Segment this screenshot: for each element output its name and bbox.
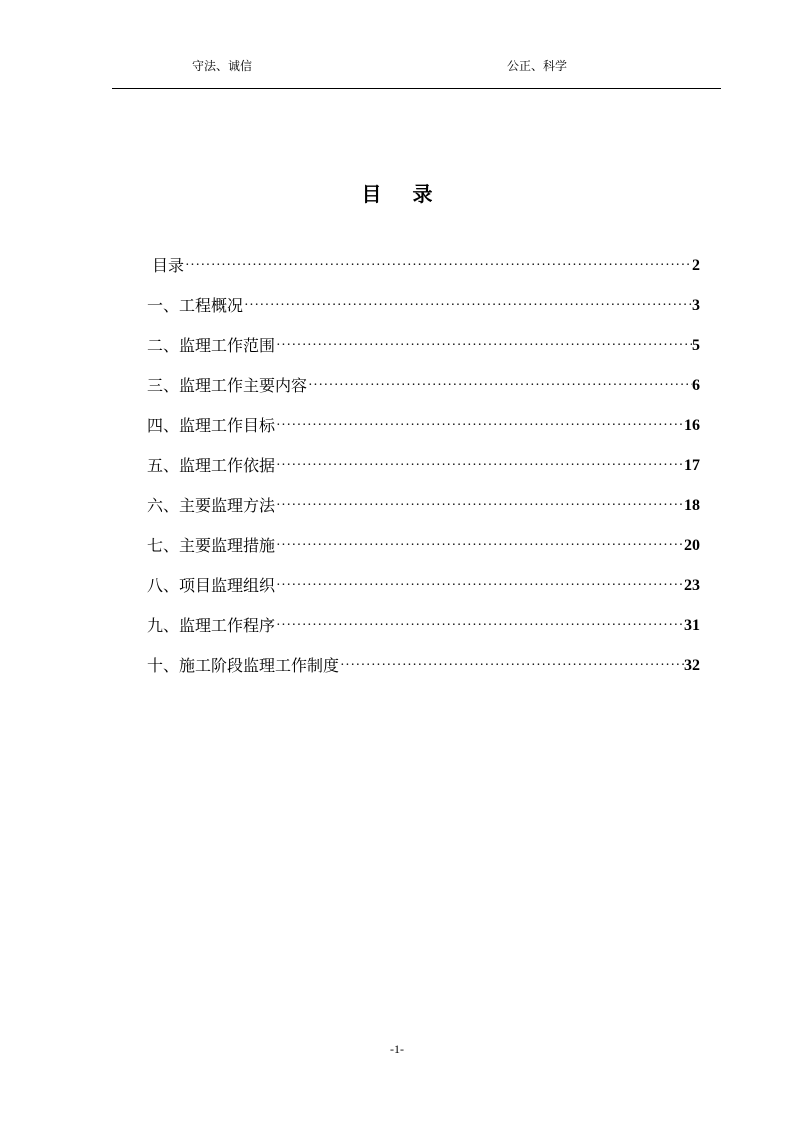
toc-entry-label: 五、监理工作依据 xyxy=(147,456,276,475)
page-number: -1- xyxy=(390,1042,404,1056)
toc-leader-dots xyxy=(276,497,684,515)
header-left-motto: 守法、诚信 xyxy=(192,59,253,73)
toc-entry[interactable] xyxy=(147,436,700,476)
toc-entry[interactable] xyxy=(147,356,700,396)
toc-entry[interactable] xyxy=(147,596,700,636)
toc-entry-page: 3 xyxy=(692,297,700,314)
toc-entry-page: 17 xyxy=(684,457,700,474)
toc-entry[interactable] xyxy=(147,396,700,436)
toc-leader-dots xyxy=(276,457,684,475)
toc-entry-label: 八、项目监理组织 xyxy=(147,576,276,595)
toc-entry-label: 十、施工阶段监理工作制度 xyxy=(147,656,340,675)
toc-leader-dots xyxy=(276,537,684,555)
toc-leader-dots xyxy=(276,577,684,595)
toc-entry-page: 6 xyxy=(692,377,700,394)
toc-entry-page: 16 xyxy=(684,417,700,434)
toc-leader-dots xyxy=(340,657,684,675)
toc-entry[interactable] xyxy=(147,516,700,556)
toc-leader-dots xyxy=(244,297,692,315)
toc-entry-page: 18 xyxy=(684,497,700,514)
toc-entry-page: 23 xyxy=(684,577,700,594)
toc-entry[interactable] xyxy=(147,236,700,276)
toc-entry-label: 目录 xyxy=(152,256,185,275)
toc-leader-dots xyxy=(276,337,692,355)
toc-entry-page: 31 xyxy=(684,617,700,634)
toc-title: 目 录 xyxy=(361,182,445,206)
toc-leader-dots xyxy=(185,257,692,275)
toc-entry-page: 32 xyxy=(684,657,700,674)
toc-entry-label: 二、监理工作范围 xyxy=(147,336,276,355)
toc-entry-page: 5 xyxy=(692,337,700,354)
toc-leader-dots xyxy=(276,417,684,435)
header-right-motto: 公正、科学 xyxy=(507,59,568,73)
toc-entry-page: 20 xyxy=(684,537,700,554)
toc-leader-dots xyxy=(276,617,684,635)
toc-entry[interactable] xyxy=(147,316,700,356)
toc-entry-label: 六、主要监理方法 xyxy=(147,496,276,515)
toc-entry-label: 三、监理工作主要内容 xyxy=(147,376,308,395)
toc-leader-dots xyxy=(308,377,692,395)
table-of-contents xyxy=(147,236,700,676)
toc-entry[interactable] xyxy=(147,476,700,516)
toc-entry-label: 四、监理工作目标 xyxy=(147,416,276,435)
toc-entry[interactable] xyxy=(147,636,700,676)
toc-entry-label: 七、主要监理措施 xyxy=(147,536,276,555)
toc-entry-page: 2 xyxy=(692,257,700,274)
toc-entry-label: 九、监理工作程序 xyxy=(147,616,276,635)
toc-entry[interactable] xyxy=(147,276,700,316)
page-header xyxy=(112,54,721,89)
toc-entry-label: 一、工程概况 xyxy=(147,296,244,315)
toc-entry[interactable] xyxy=(147,556,700,596)
